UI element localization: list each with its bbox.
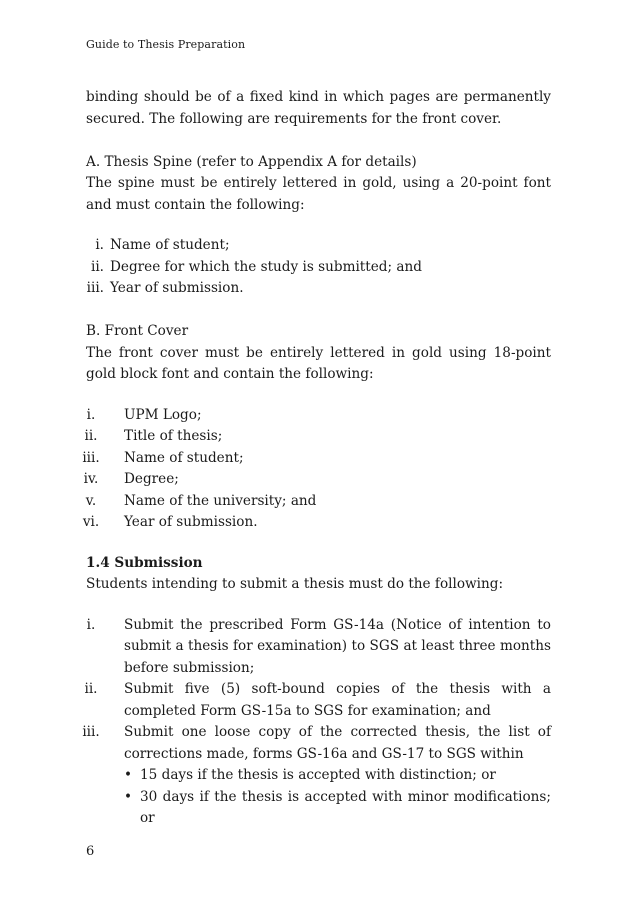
list-item: iii. Year of submission. (86, 280, 244, 296)
intro-line-1: binding should be of a fixed kind in which pages are permanently (86, 89, 551, 105)
spine-heading: A. Thesis Spine (refer to Appendix A for details) (86, 153, 417, 170)
bullet-item: • 15 days if the thesis is accepted with distinction; or (124, 765, 551, 787)
list-item: iv. Degree; (83, 471, 179, 487)
bullet-list (124, 765, 551, 830)
list-item: i. UPM Logo; (86, 406, 202, 423)
spine-description: The spine must be entirely lettered in gold, using a 20-point font and must contain the following: (86, 175, 551, 213)
section-heading-submission: 1.4 Submission (86, 554, 203, 571)
front-cover-heading: B. Front Cover (86, 323, 189, 339)
intro-line-2: secured. The following are requirements for the front cover. (86, 110, 502, 127)
list-item: ii. Degree for which the study is submitted; and (90, 258, 422, 275)
list-item: ii. Title of thesis; (84, 428, 223, 444)
page-number: 6 (86, 844, 95, 859)
bullet-item: • 30 days if the thesis is accepted with minor modifications; or (124, 787, 551, 830)
running-header: Guide to Thesis Preparation (86, 38, 246, 51)
bullet-icon: • (124, 767, 133, 783)
submission-list (82, 615, 551, 830)
spine-list (86, 235, 551, 300)
list-item: iii. Name of student; (82, 449, 244, 466)
list-item: iii. Submit one loose copy of the corrected thesis, the list of corrections made, forms GS-16a and GS-17 to SGS within • 15 days if the thesis is accepted with distinction; or • 30 days if the thesis is accepted with minor modifications; or (78, 722, 551, 830)
submission-description: Students intending to submit a thesis must do the following: (86, 576, 504, 592)
list-item: i. Name of student; (95, 237, 230, 253)
list-item: i. Submit the prescribed Form GS-14a (Notice of intention to submit a thesis for examination) to SGS at least three months before submission; (86, 616, 551, 676)
list-item: v. Name of the university; and (85, 492, 317, 509)
front-cover-list (82, 405, 551, 534)
list-item: ii. Submit five (5) soft-bound copies of the thesis with a completed Form GS-15a to SGS for examination; and (84, 681, 551, 719)
list-item: vi. Year of submission. (82, 514, 258, 530)
front-cover-description: The front cover must be entirely lettered in gold using 18-point gold block font and contain the following: (86, 344, 551, 382)
page-body (82, 87, 551, 830)
bullet-icon: • (124, 788, 133, 805)
